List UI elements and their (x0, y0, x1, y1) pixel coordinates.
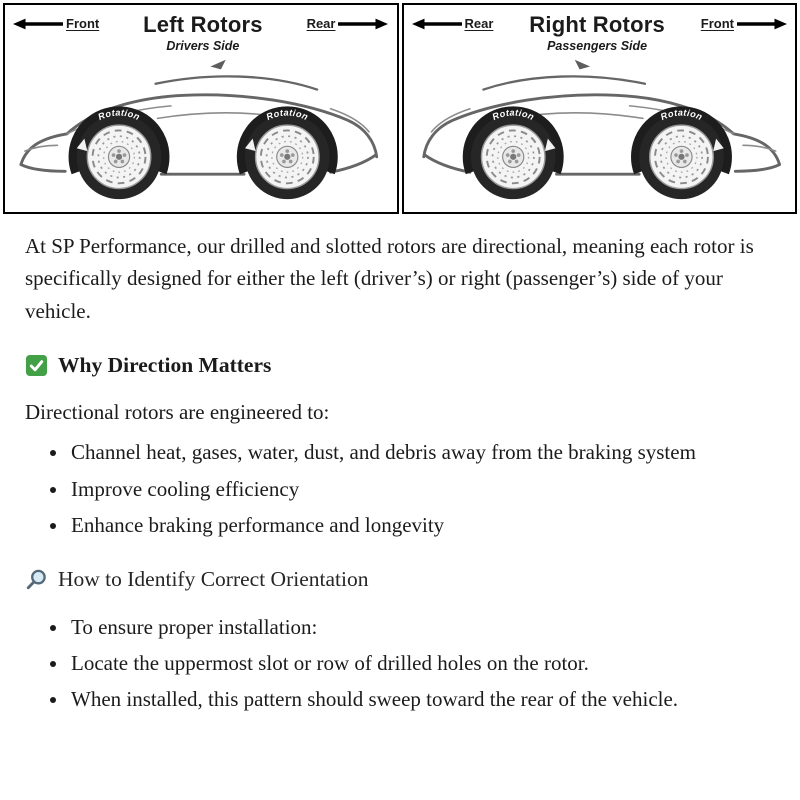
arrow-left-icon (412, 18, 462, 30)
rotation-label: Rotation (490, 107, 536, 123)
panel-title-block (143, 12, 263, 53)
section-heading-text: How to Identify Correct Orientation (58, 567, 369, 592)
lead-paragraph: Directional rotors are engineered to: (25, 400, 330, 425)
list-item: • Enhance braking performance and longevity (69, 509, 774, 541)
front-rotor (73, 107, 165, 203)
panel-subtitle: Drivers Side (166, 39, 240, 53)
orientation-list (25, 611, 774, 716)
magnifier-icon (25, 568, 48, 591)
car-illustration-right (404, 53, 796, 203)
front-corner (701, 12, 787, 31)
rotation-label: Rotation (96, 107, 142, 123)
corner-label: Front (66, 16, 100, 31)
intro-paragraph: At SP Performance, our drilled and slotted rotors are directional, meaning each rotor is specifically designed for either the left (driver’s) or right (passenger’s) side of your vehicle. (25, 234, 754, 323)
panel-title-block (529, 12, 665, 53)
corner-label: Rear (464, 16, 494, 31)
car-illustration-left (5, 53, 397, 203)
check-icon (25, 354, 48, 377)
list-item: • Improve cooling efficiency (69, 473, 774, 505)
list-item: • To ensure proper installation: (69, 611, 774, 643)
article-body (0, 214, 800, 716)
benefits-list (25, 436, 774, 541)
rotation-label: Rotation (264, 107, 310, 123)
left-rotors-panel (3, 3, 399, 214)
list-item: • Channel heat, gases, water, dust, and debris away from the braking system (69, 436, 774, 468)
right-rotors-panel (402, 3, 798, 214)
panel-header (5, 5, 397, 53)
arrow-left-icon (13, 18, 63, 30)
corner-label: Rear (306, 16, 336, 31)
panel-header (404, 5, 796, 53)
rotation-label: Rotation (658, 107, 704, 123)
section-heading-why-direction-matters (25, 349, 774, 382)
rear-rotor (467, 107, 559, 203)
arrow-right-icon (338, 18, 388, 30)
panel-title: Right Rotors (529, 12, 665, 37)
list-item: • Locate the uppermost slot or row of drilled holes on the rotor. (69, 647, 774, 679)
rotor-direction-diagram (0, 0, 800, 214)
front-rotor (635, 107, 727, 203)
section-heading-text: Why Direction Matters (58, 352, 272, 377)
section-heading-identify-orientation (25, 563, 774, 596)
rear-rotor (241, 107, 333, 203)
front-corner (13, 12, 99, 31)
corner-label: Front (700, 16, 734, 31)
arrow-right-icon (737, 18, 787, 30)
rear-corner (412, 12, 494, 31)
list-item: • When installed, this pattern should sweep toward the rear of the vehicle. (69, 683, 774, 715)
panel-title: Left Rotors (143, 12, 263, 37)
panel-subtitle: Passengers Side (547, 39, 648, 53)
rear-corner (307, 12, 389, 31)
